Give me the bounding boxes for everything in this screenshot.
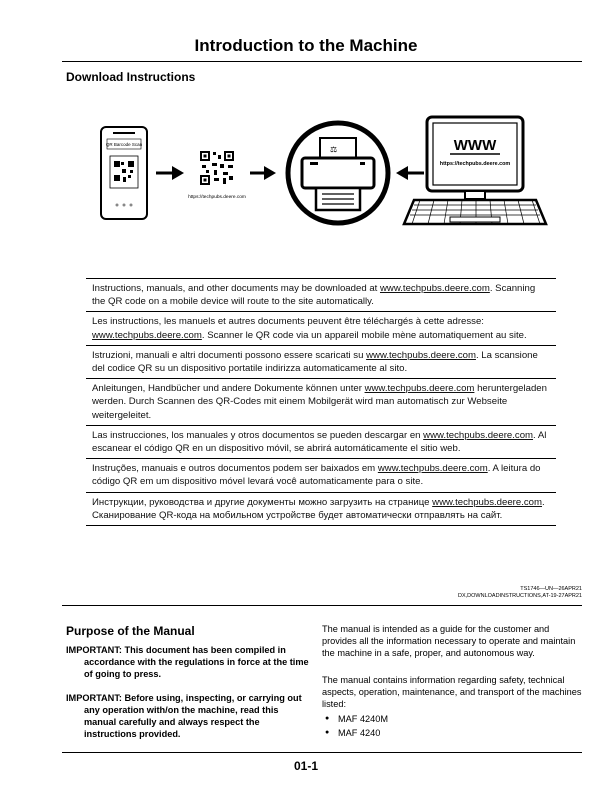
arrow-right-icon (250, 166, 276, 180)
techpubs-link[interactable]: www.techpubs.deere.com (423, 429, 534, 441)
computer-icon (404, 117, 546, 224)
techpubs-link[interactable]: www.techpubs.deere.com (377, 463, 488, 475)
instruction-text: Les instructions, les manuels et autres documents peuvent être téléchargés à cette adresse: www.techpubs.deere.com. Scanner le QR code via un appareil mobile mène automatiquement au site. (86, 312, 556, 345)
techpubs-link[interactable]: www.techpubs.deere.com (364, 383, 475, 395)
page-number: 01-1 (293, 759, 319, 773)
instruction-text: Instruções, manuais e outros documentos podem ser baixados em www.techpubs.deere.com. A leitura do código QR em um dispositivo móvel levará você automaticamente para o site. (86, 459, 556, 492)
instruction-row-ru (86, 492, 556, 525)
figure-identifier (458, 586, 582, 600)
important-note-2: IMPORTANT: Before using, inspecting, or carrying out any operation with/on the machine, read this manual carefully and always respect the instructions provided. (66, 693, 302, 739)
instruction-row-pt (86, 459, 556, 492)
techpubs-link[interactable]: www.techpubs.deere.com (366, 349, 476, 361)
phone-label: QR Barcode Scan (105, 142, 143, 147)
techpubs-link[interactable]: www.techpubs.deere.com (379, 283, 490, 294)
purpose-paragraph-2: The manual contains information regarding safety, technical aspects, operation, maintenance, and transport of the machines listed: (322, 675, 582, 709)
monitor-url-label: https://techpubs.deere.com (439, 161, 511, 167)
arrow-right-icon (156, 166, 184, 180)
instruction-row-it (86, 345, 556, 378)
svg-text:⚖: ⚖ (330, 145, 338, 154)
printer-icon (288, 123, 388, 223)
machine-list-item: ● MAF 4240 (338, 727, 380, 739)
figure-id-line-2: DX,DOWNLOADINSTRUCTIONS,AT-19-27APR21 (458, 593, 582, 599)
instruction-text: Anleitungen, Handbücher und andere Dokumente können unter www.techpubs.deere.com heruntergeladen werden. Durch Scannen des QR-Codes mit einem Mobilgerät wird man automatisch zur Webseite weitergeleitet. (86, 379, 556, 426)
qr-code-icon (188, 151, 246, 200)
language-instructions-table (86, 278, 556, 526)
instruction-text: Istruzioni, manuali e altri documenti possono essere scaricati su www.techpubs.deere.com. La scansione del codice QR su un dispositivo portatile indirizza automaticamente al sito. (86, 345, 556, 378)
techpubs-link[interactable]: www.techpubs.deere.com (432, 496, 543, 508)
purpose-paragraph-1: The manual is intended as a guide for the customer and provides all the information necessary to operate and maintain the machine in a safe, proper, and autonomous way. (322, 624, 576, 658)
download-illustration (90, 112, 550, 236)
title-divider (62, 61, 582, 62)
instruction-row-fr (86, 312, 556, 345)
instruction-text: Instructions, manuals, and other documents may be downloaded at www.techpubs.deere.com. Scanning the QR code on a mobile device will route to the site automatically. (86, 279, 556, 312)
instruction-row-de (86, 379, 556, 426)
download-instructions-heading: Download Instructions (66, 70, 196, 84)
instruction-text: Инструкции, руководства и другие документы можно загрузить на странице www.techpubs.deere.com. Сканирование QR-кода на мобильном устройстве будет автоматически отправлять на сайт. (86, 492, 556, 525)
instruction-row-es (86, 425, 556, 458)
footer-divider (62, 752, 582, 753)
section-divider (62, 605, 582, 606)
machine-list-item: ● MAF 4240M (338, 713, 388, 725)
instruction-text: Las instrucciones, los manuales y otros documentos se pueden descargar en www.techpubs.deere.com. Al escanear el código QR en un dispositivo móvil, se abrirá automáticamente el sitio web. (86, 425, 556, 458)
figure-id-line-1: TS1746—UN—26APR21 (520, 586, 582, 592)
monitor-www-label: WWW (453, 137, 497, 154)
purpose-heading: Purpose of the Manual (66, 624, 195, 638)
page-title: Introduction to the Machine (194, 36, 418, 55)
instruction-row-en (86, 279, 556, 312)
arrow-left-icon (396, 166, 424, 180)
important-note-1: IMPORTANT: This document has been compiled in accordance with the regulations in force at the time of going to press. (66, 645, 309, 679)
qr-url-label: https://techpubs.deere.com (188, 195, 246, 200)
techpubs-link[interactable]: www.techpubs.deere.com (92, 329, 202, 341)
phone-icon (101, 127, 147, 219)
